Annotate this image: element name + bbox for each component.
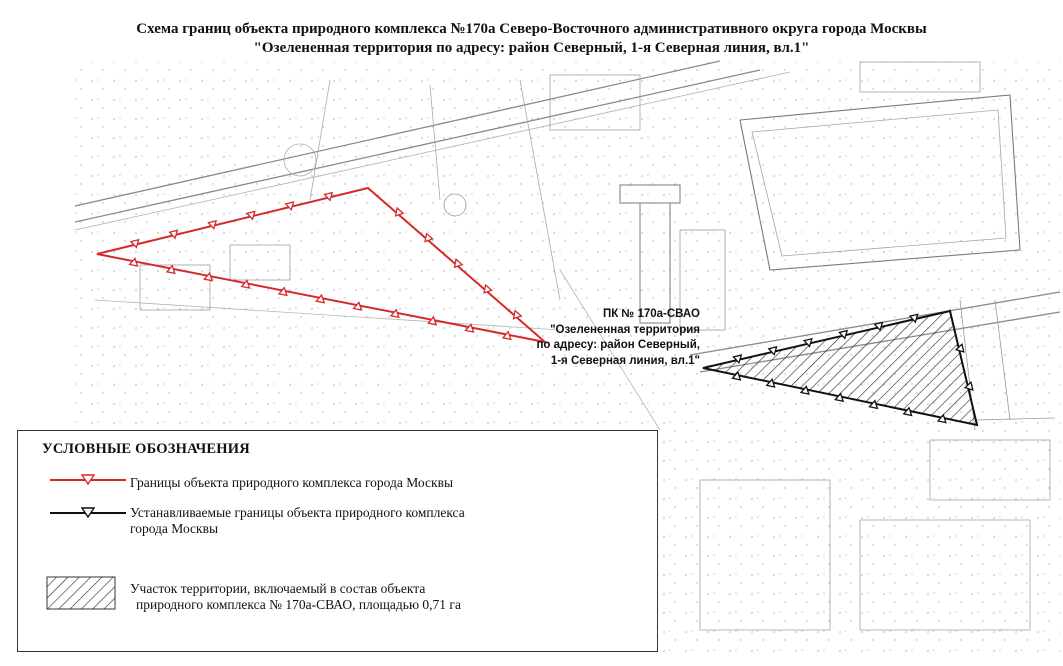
legend-item-1: Границы объекта природного комплекса города Москвы: [130, 475, 454, 490]
map-title-line1: Схема границ объекта природного комплекса №170а Северо-Восточного административного округа города Москвы: [136, 21, 927, 37]
object-label-line2: "Озелененная территория: [550, 323, 700, 336]
hatched-area-symbol: [46, 576, 116, 610]
legend-item-3-line1: Участок территории, включаемый в состав объекта: [130, 581, 426, 596]
object-label-line3: по адресу: район Северный,: [536, 339, 700, 351]
object-label: [480, 307, 700, 369]
legend-item-2: [130, 505, 465, 537]
legend-item-2-line1: Устанавливаемые границы объекта природного комплекса: [130, 505, 465, 520]
legend-item-2-line2: города Москвы: [130, 521, 219, 536]
legend-title: УСЛОВНЫЕ ОБОЗНАЧЕНИЯ: [42, 441, 250, 457]
legend-item-3: [130, 581, 461, 613]
legend-box: [17, 430, 658, 652]
legend-item-3-line2: природного комплекса № 170а-СВАО, площадью 0,71 га: [136, 597, 461, 612]
map-title-line2: "Озелененная территория по адресу: район Северный, 1-я Северная линия, вл.1": [253, 40, 810, 56]
object-label-line1: ПК № 170а-СВАО: [602, 308, 700, 320]
black-boundary-symbol: [48, 506, 128, 520]
object-label-line4: 1-я Северная линия, вл.1": [550, 354, 700, 367]
red-boundary-symbol: [48, 473, 128, 487]
